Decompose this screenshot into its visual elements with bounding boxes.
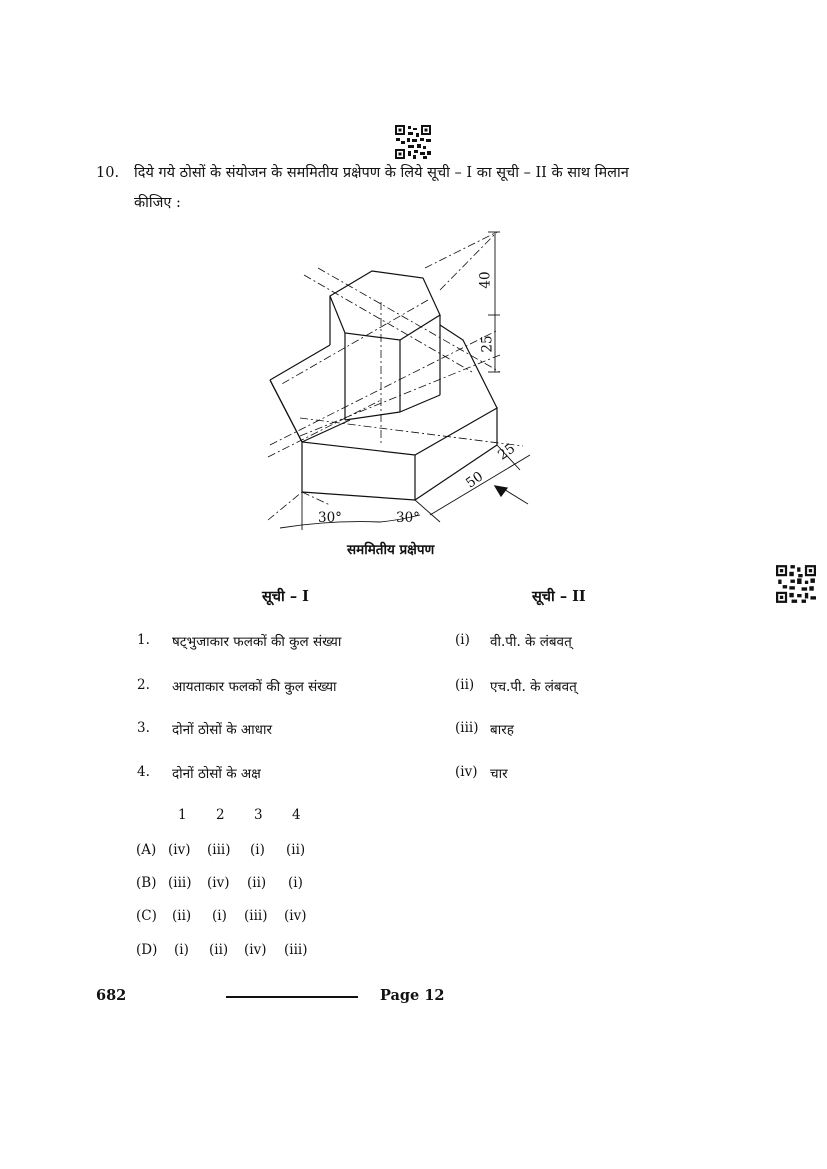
options-header-2: 2 <box>216 807 225 823</box>
options-header-4: 4 <box>292 807 301 823</box>
qr-code-side-icon <box>776 564 816 604</box>
list1-text-1: षट्भुजाकार फलकों की कुल संख्या <box>172 634 342 650</box>
qr-code-top-icon <box>395 125 431 159</box>
option-d-val-4: (iii) <box>284 942 308 958</box>
isometric-figure <box>240 225 540 535</box>
page-number: Page 12 <box>380 987 445 1004</box>
dimension-40: 40 <box>477 271 494 289</box>
list1-text-3: दोनों ठोसों के आधार <box>172 722 272 738</box>
list1-text-4: दोनों ठोसों के अक्ष <box>172 766 261 782</box>
dimension-25-depth: 25 <box>494 440 519 464</box>
option-a-val-1: (iv) <box>168 842 191 858</box>
figure-caption: सममितीय प्रक्षेपण <box>347 542 435 558</box>
list2-header: सूची – II <box>532 588 586 605</box>
list2-text-4: चार <box>490 766 508 782</box>
option-a-val-4: (ii) <box>286 842 306 858</box>
option-d-val-1: (i) <box>174 942 189 958</box>
option-c-val-4: (iv) <box>284 908 307 924</box>
list2-num-4: (iv) <box>455 764 478 780</box>
option-d-val-3: (iv) <box>244 942 267 958</box>
list2-num-2: (ii) <box>455 677 475 693</box>
option-b-val-3: (ii) <box>247 875 267 891</box>
option-c-val-1: (ii) <box>172 908 192 924</box>
angle-left: 30° <box>318 510 342 526</box>
list1-header: सूची – I <box>262 588 309 605</box>
options-header-3: 3 <box>254 807 263 823</box>
question-number: 10. <box>96 165 120 181</box>
option-c-label[interactable]: (C) <box>136 908 157 924</box>
option-a-val-2: (iii) <box>207 842 231 858</box>
list1-num-1: 1. <box>137 632 150 648</box>
option-b-val-2: (iv) <box>207 875 230 891</box>
footer-divider <box>226 996 358 998</box>
option-d-label[interactable]: (D) <box>136 942 158 958</box>
list2-text-1: वी.पी. के लंबवत् <box>490 634 572 650</box>
option-a-label[interactable]: (A) <box>136 842 157 858</box>
option-b-label[interactable]: (B) <box>136 875 157 891</box>
list1-text-2: आयताकार फलकों की कुल संख्या <box>172 679 337 695</box>
question-text-line1: दिये गये ठोसों के संयोजन के सममितीय प्रक्षेपण के लिये सूची – I का सूची – II के साथ मिलान <box>134 165 629 181</box>
option-b-val-1: (iii) <box>168 875 192 891</box>
list2-text-2: एच.पी. के लंबवत् <box>490 679 577 695</box>
dimension-25-vertical: 25 <box>479 335 496 353</box>
option-a-val-3: (i) <box>250 842 265 858</box>
list1-num-4: 4. <box>137 764 150 780</box>
list2-num-1: (i) <box>455 632 470 648</box>
question-text-line2: कीजिए : <box>134 195 181 211</box>
option-d-val-2: (ii) <box>209 942 229 958</box>
dimension-50: 50 <box>462 468 487 492</box>
angle-right: 30° <box>396 510 420 526</box>
list2-text-3: बारह <box>490 722 514 738</box>
list1-num-3: 3. <box>137 720 150 736</box>
option-c-val-2: (i) <box>212 908 227 924</box>
list2-num-3: (iii) <box>455 720 479 736</box>
options-header-1: 1 <box>178 807 187 823</box>
option-c-val-3: (iii) <box>244 908 268 924</box>
paper-code: 682 <box>96 987 127 1004</box>
list1-num-2: 2. <box>137 677 150 693</box>
option-b-val-4: (i) <box>288 875 303 891</box>
